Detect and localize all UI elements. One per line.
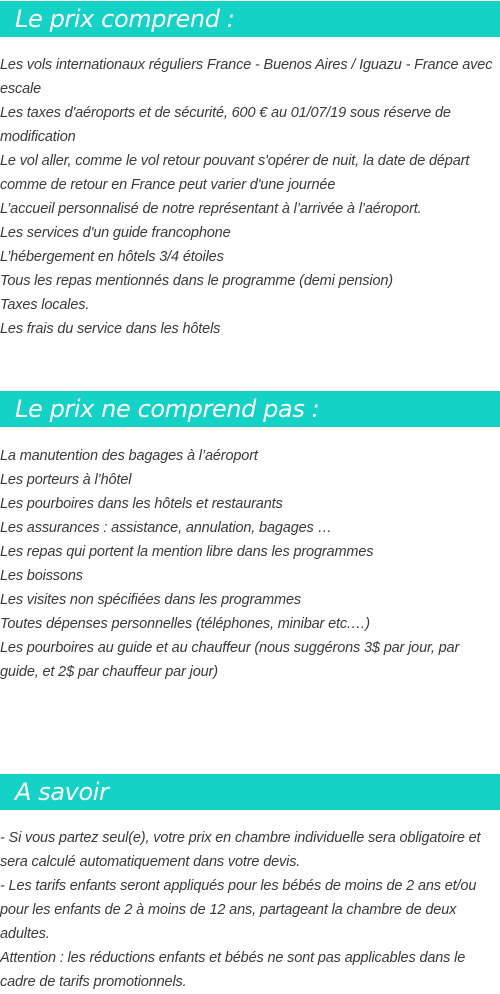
price-excludes-list [0, 444, 500, 684]
list-item: Toutes dépenses personnelles (téléphones, minibar etc.…) [0, 616, 370, 632]
list-item: Les assurances : assistance, annulation, bagages … [0, 520, 332, 536]
list-item: Les frais du service dans les hôtels [0, 321, 221, 337]
list-item: Attention : les réductions enfants et bébés ne sont pas applicables dans le cadre de tarifs promotionnels. [0, 950, 466, 990]
list-item: Les porteurs à l’hôtel [0, 472, 132, 488]
price-excludes-banner [0, 391, 500, 427]
price-includes-title: Le prix comprend : [15, 5, 235, 33]
list-item: La manutention des bagages à l’aéroport [0, 448, 258, 464]
list-item: Les taxes d'aéroports et de sécurité, 600 € au 01/07/19 sous réserve de modification [0, 105, 451, 145]
price-includes-section [0, 1, 500, 341]
good-to-know-section [0, 774, 500, 994]
list-item: Les repas qui portent la mention libre dans les programmes [0, 544, 374, 560]
list-item: Les pourboires au guide et au chauffeur (nous suggérons 3$ par jour, par guide, et 2$ par chauffeur par jour) [0, 640, 460, 680]
list-item: Les services d'un guide francophone [0, 225, 231, 241]
good-to-know-list [0, 826, 500, 994]
list-item: Les boissons [0, 568, 83, 584]
list-item: Les pourboires dans les hôtels et restaurants [0, 496, 283, 512]
list-item: Les vols internationaux réguliers France - Buenos Aires / Iguazu - France avec escale [0, 57, 493, 97]
good-to-know-title: A savoir [15, 778, 109, 806]
price-excludes-section [0, 391, 500, 684]
list-item: L’accueil personnalisé de notre représentant à l’arrivée à l’aéroport. [0, 201, 422, 217]
good-to-know-banner [0, 774, 500, 810]
price-excludes-title: Le prix ne comprend pas : [15, 395, 320, 423]
list-item: Le vol aller, comme le vol retour pouvant s'opérer de nuit, la date de départ comme de retour en France peut varier d'une journée [0, 153, 470, 193]
price-includes-list [0, 53, 500, 341]
list-item: - Si vous partez seul(e), votre prix en chambre individuelle sera obligatoire et sera calculé automatiquement dans votre devis. [0, 830, 481, 870]
price-includes-banner [0, 1, 500, 37]
list-item: Les visites non spécifiées dans les programmes [0, 592, 301, 608]
list-item: - Les tarifs enfants seront appliqués pour les bébés de moins de 2 ans et/ou pour les enfants de 2 à moins de 12 ans, partageant la chambre de deux adultes. [0, 878, 477, 942]
list-item: Taxes locales. [0, 297, 90, 313]
list-item: Tous les repas mentionnés dans le programme (demi pension) [0, 273, 393, 289]
list-item: L’hébergement en hôtels 3/4 étoiles [0, 249, 224, 265]
